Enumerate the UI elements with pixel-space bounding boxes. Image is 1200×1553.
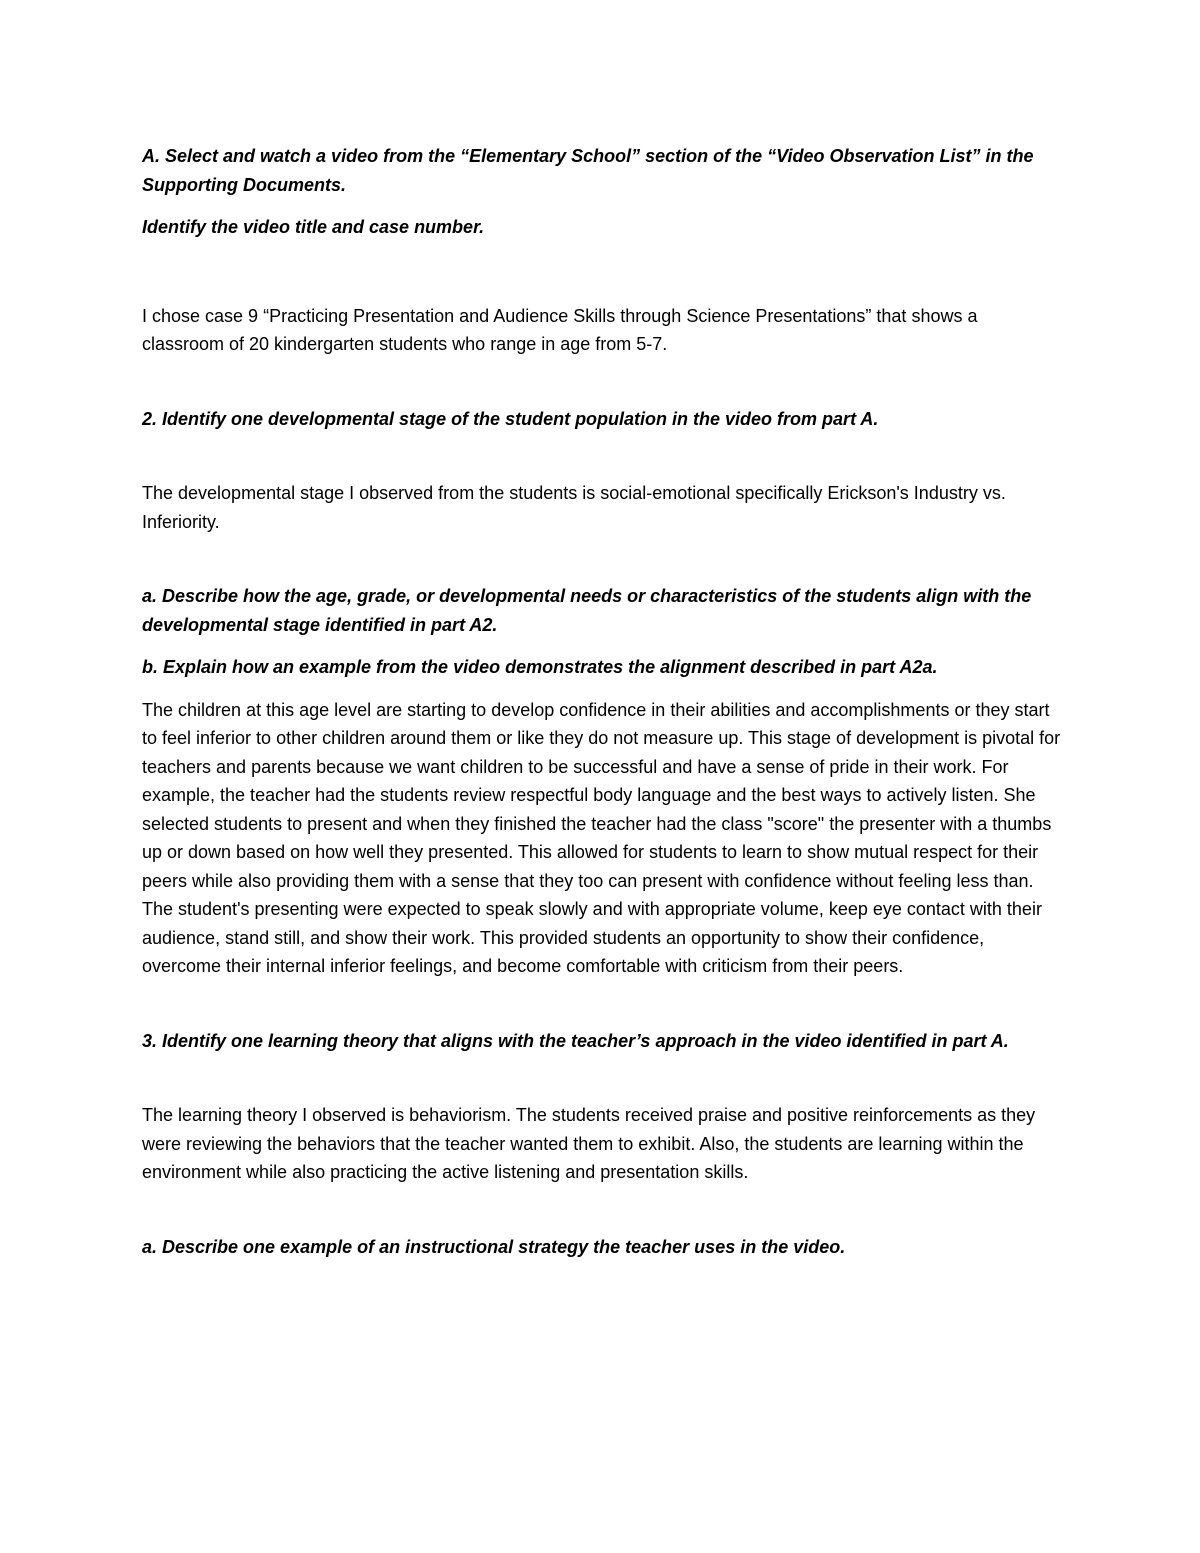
question-a-instructional-strategy: a. Describe one example of an instructional strategy the teacher uses in the video.: [142, 1236, 846, 1257]
answer-learning-theory: The learning theory I observed is behaviorism. The students received praise and positive reinforcements as they were reviewing the behaviors that the teacher wanted them to exhibit. Also, the students are learning within the environment while also practicing the active listening and presentation skills.: [142, 1105, 1036, 1182]
question-a-select-video: A. Select and watch a video from the “Elementary School” section of the “Video Observation List” in the Supporting Documents.: [142, 146, 1034, 195]
question-2-developmental-stage: 2. Identify one developmental stage of the student population in the video from part A.: [142, 408, 879, 429]
question-a-describe-alignment: a. Describe how the age, grade, or developmental needs or characteristics of the students align with the developmental stage identified in part A2.: [142, 586, 1032, 635]
answer-developmental-stage: The developmental stage I observed from the students is social-emotional specifically Erickson's Industry vs. Inferiority.: [142, 483, 1006, 532]
answer-alignment-example: The children at this age level are starting to develop confidence in their abilities and accomplishments or they start to feel inferior to other children around them or like they do not measure up. This stage of development is pivotal for teachers and parents because we want children to be successful and have a sense of pride in their work. For example, the teacher had the students review respectful body language and the best ways to actively listen. She selected students to present and when they finished the teacher had the class "score" the presenter with a thumbs up or down based on how well they presented. This allowed for students to learn to show mutual respect for their peers while also providing them with a sense that they too can present with confidence without feeling less than. The student's presenting were expected to speak slowly and with appropriate volume, keep eye contact with their audience, stand still, and show their work. This provided students an opportunity to show their confidence, overcome their internal inferior feelings, and become comfortable with criticism from their peers.: [142, 699, 1061, 976]
question-identify-title: Identify the video title and case number.: [142, 217, 485, 237]
document-body: [142, 142, 1062, 1261]
answer-case-choice: I chose case 9 “Practicing Presentation and Audience Skills through Science Presentations” that shows a classroom of 20 kindergarten students who range in age from 5-7.: [142, 305, 978, 354]
question-3-learning-theory: 3. Identify one learning theory that aligns with the teacher’s approach in the video identified in part A.: [142, 1030, 1009, 1051]
question-b-explain-example: b. Explain how an example from the video demonstrates the alignment described in part A2a.: [142, 657, 938, 677]
